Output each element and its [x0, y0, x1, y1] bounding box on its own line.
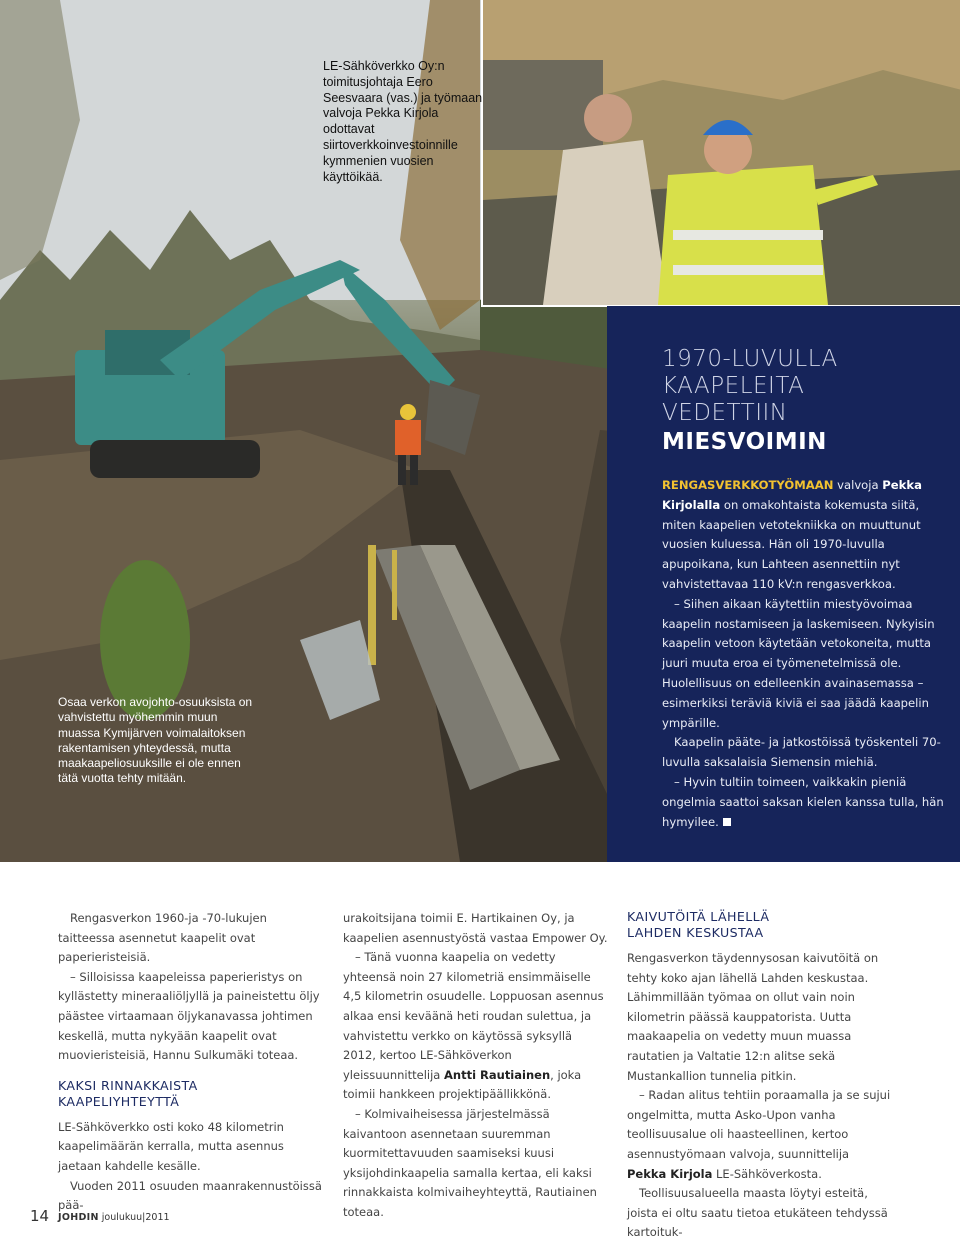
article-paragraph: Vuoden 2011 osuuden maanrakennustöissä pää-: [58, 1178, 322, 1213]
person-name: Pekka Kirjola: [627, 1166, 713, 1181]
section-heading-line: KAIVUTÖITÄ LÄHELLÄ: [627, 909, 770, 924]
article-paragraph: – Kolmivaiheisessa järjestelmässä kaivantoon asennetaan suuremman kuormitettavuuden saamiseksi kuusi yksijohdinkaapelia samalla kertaa, eli kaksi rinnakkaista kolmivaiheyhteyttä, Rautiainen toteaa.: [343, 1106, 597, 1219]
panel-title-line: VEDETTIIN: [662, 400, 788, 426]
panel-text: – Hyvin tultiin toimeen, vaikkakin pieniä ongelmia saattoi saksan kielen kanssa tulla, hän hymyilee.: [662, 774, 944, 829]
article-paragraph: LE-Sähköverkko osti koko 48 kilometrin kaapelimäärän kerralla, mutta asennus jaetaan kahdelle kesälle.: [58, 1119, 284, 1173]
article-paragraph: Teollisuusalueella maasta löytyi esteitä, joista ei oltu saatu tietoa etukäteen tehdyssä kartoituk-: [627, 1186, 888, 1240]
article-paragraph: [627, 1086, 892, 1184]
magazine-name: JOHDIN: [58, 1212, 99, 1223]
panel-paragraph: Kaapelin pääte- ja jatkostöissä työskenteli 70-luvulla saksalaisia Siemensin miehiä.: [662, 735, 941, 770]
section-heading-line: KAAPELIYHTEYTTÄ: [58, 1093, 180, 1109]
section-heading-line: LAHDEN KESKUSTAA: [627, 925, 764, 940]
issue-year: 2011: [145, 1212, 170, 1223]
article-text: – Tänä vuonna kaapelia on vedetty yhteensä noin 27 kilometriä ensimmäiselle 4,5 kilometrin osuudelle. Loppuosan asennus alkaa ensi keväänä heti roudan sulettua, ja vahvistettu verkko on käytössä syksyllä 2012, kertoo LE-Sähköverkon yleissuunnittelija: [343, 950, 604, 1082]
panel-lead-word: RENGASVERKKOTYÖMAAN: [662, 478, 834, 492]
end-mark-icon: [723, 818, 731, 826]
managers-photo: [481, 0, 960, 307]
issue-month: joulukuu: [101, 1212, 143, 1223]
article-column-2: [343, 909, 608, 1223]
magazine-info: [58, 1212, 170, 1223]
article-column-3: [627, 909, 892, 1243]
managers-photo-illustration: [483, 0, 960, 305]
panel-text: valvoja: [833, 478, 883, 492]
sidebar-panel: [607, 306, 960, 862]
section-heading: [627, 909, 892, 941]
section-heading: [58, 1078, 323, 1110]
article-column-1: [58, 909, 323, 1216]
article-text: – Radan alitus tehtiin poraamalla ja se sujui ongelmitta, mutta Asko-Upon vanha teollisuusalue oli haasteellinen, kertoo asennustyömaan valvoja, suunnittelija: [627, 1088, 891, 1161]
panel-body: [662, 476, 954, 832]
article-paragraph: [343, 948, 608, 1105]
person-name: Antti Rautiainen: [443, 1067, 551, 1082]
panel-title-line: KAAPELEITA: [662, 373, 805, 399]
section-heading-line: KAKSI RINNAKKAISTA: [58, 1077, 198, 1093]
article-text: , joka toimii hankkeen projektipäällikkönä.: [343, 1067, 582, 1102]
article-paragraph: Rengasverkon 1960-ja -70-lukujen taitteessa asennetut kaapelit ovat paperieristeisiä.: [58, 911, 267, 965]
panel-title: [662, 346, 952, 456]
panel-title-bold: MIESVOIMIN: [662, 429, 827, 455]
panel-paragraph: [662, 773, 954, 832]
page-number: 14: [30, 1207, 50, 1225]
article-paragraph: urakoitsijana toimii E. Hartikainen Oy, ja kaapelien asennustyöstä vastaa Empower Oy.: [343, 911, 608, 945]
panel-text: on omakohtaista kokemusta siitä, miten kaapelien vetotekniikka on muuttunut vuosien kuluessa. Hän oli 1970-luvulla apupoikana, kun Lahteen asennettiin nyt vahvistettavaa 110 kV:n rengasverkkoa.: [662, 497, 921, 591]
article-paragraph: – Silloisissa kaapeleissa paperieristys on kyllästetty mineraaliöljyllä ja paineistettu öljy päästee virtaamaan öljykanavassa johtimen keskellä, mutta nykyään kaapelit ovat muovieristeisiä, Hannu Sulkumäki toteaa.: [58, 969, 320, 1063]
article-paragraph: Rengasverkon täydennysosan kaivutöitä on tehty koko ajan lähellä Lahden keskustaa. Lähimmillään työmaa on ollut vain noin kilometrin päässä kauppatorista. Uutta maakaapelia on vedetty muun muassa rautatien ja Valtatie 12:n alitse sekä Mustankallion tunnelia pitkin.: [627, 951, 879, 1083]
panel-paragraph: [662, 476, 954, 595]
issue-separator: |: [142, 1212, 146, 1223]
panel-title-line: 1970-LUVULLA: [662, 346, 838, 372]
photo-caption-top: LE-Sähköverkko Oy:n toimitusjohtaja Eero Seesvaara (vas.) ja työmaan valvoja Pekka Kirjola odottavat siirtoverkkoinvestoinnille kymmenien vuosien käyttöikää.: [323, 59, 483, 184]
person-name: Pekka Kirjolalla: [662, 478, 922, 512]
panel-paragraph: – Siihen aikaan käytettiin miestyövoimaa kaapelin nostamiseen ja laskemiseen. Nykyisin kaapelin vetoon käytetään vetokoneita, mutta juuri muuta eroa ei työmenetelmissä ole. Huolellisuus on edelleenkin avainasemassa – esimerkiksi teräviä kiviä ei saa jäädä kaapelin ympärille.: [662, 596, 935, 730]
article-text: LE-Sähköverkosta.: [712, 1166, 822, 1181]
photo-caption-bottom: Osaa verkon avojohto-osuuksista on vahvistettu myöhemmin muun muassa Kymijärven voimalaitoksen rakentamisen yhteydessä, mutta maakaapeliosuuksille ei ole ennen tätä vuotta tehty mitään.: [58, 695, 253, 786]
